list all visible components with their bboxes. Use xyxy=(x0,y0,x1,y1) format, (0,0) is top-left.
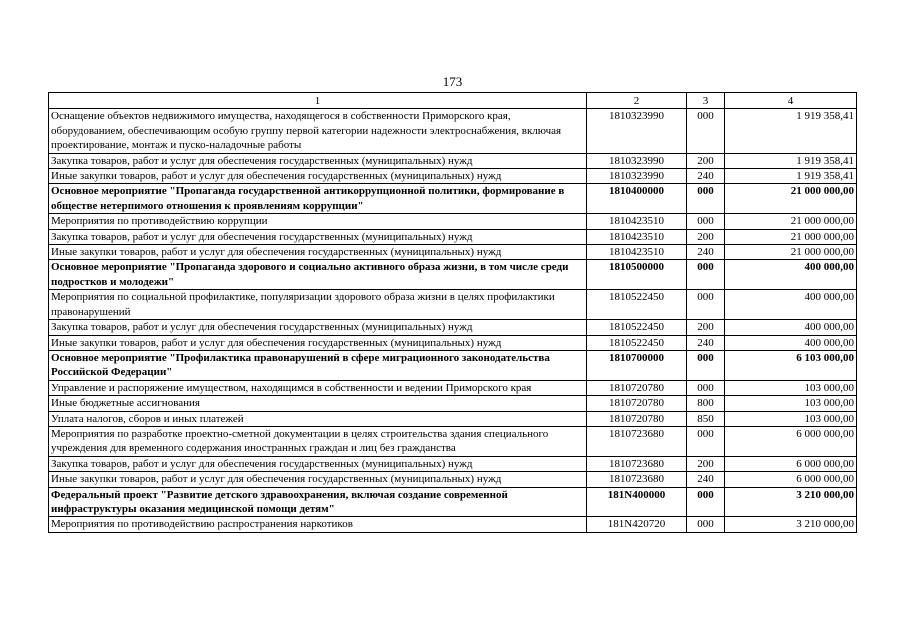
row-type-cell: 240 xyxy=(687,169,725,184)
row-type-cell: 240 xyxy=(687,245,725,260)
row-code-cell: 181N420720 xyxy=(587,517,687,532)
row-amount-cell: 6 000 000,00 xyxy=(725,472,857,487)
row-name-cell: Иные закупки товаров, работ и услуг для обеспечения государственных (муниципальных) нужд xyxy=(49,245,587,260)
row-type-cell: 200 xyxy=(687,229,725,244)
row-name-cell: Уплата налогов, сборов и иных платежей xyxy=(49,411,587,426)
row-code-cell: 1810323990 xyxy=(587,153,687,168)
row-name-cell: Основное мероприятие "Профилактика правонарушений в сфере миграционного законодательства Российской Федерации" xyxy=(49,350,587,380)
row-name-cell: Основное мероприятие "Пропаганда государственной антикоррупционной политики, формирование в обществе нетерпимого отношения к проявлениям коррупции" xyxy=(49,184,587,214)
row-amount-cell: 400 000,00 xyxy=(725,335,857,350)
row-amount-cell: 103 000,00 xyxy=(725,411,857,426)
row-code-cell: 1810500000 xyxy=(587,260,687,290)
row-code-cell: 1810723680 xyxy=(587,456,687,471)
row-name-cell: Мероприятия по разработке проектно-сметной документации в целях строительства здания специального учреждения для временного содержания иностранных граждан и лиц без гражданства xyxy=(49,426,587,456)
row-type-cell: 000 xyxy=(687,184,725,214)
column-header-amount: 4 xyxy=(725,93,857,109)
table-row xyxy=(49,214,857,229)
row-code-cell: 181N400000 xyxy=(587,487,687,517)
row-type-cell: 200 xyxy=(687,456,725,471)
table-row xyxy=(49,335,857,350)
table-row xyxy=(49,350,857,380)
table-row xyxy=(49,290,857,320)
column-header-code: 2 xyxy=(587,93,687,109)
row-name-cell: Иные закупки товаров, работ и услуг для обеспечения государственных (муниципальных) нужд xyxy=(49,169,587,184)
page-number: 173 xyxy=(442,74,463,89)
row-type-cell: 240 xyxy=(687,335,725,350)
row-name-cell: Иные бюджетные ассигнования xyxy=(49,396,587,411)
row-code-cell: 1810720780 xyxy=(587,396,687,411)
row-type-cell: 000 xyxy=(687,487,725,517)
table-row xyxy=(49,153,857,168)
row-type-cell: 000 xyxy=(687,214,725,229)
table-row xyxy=(49,169,857,184)
row-amount-cell: 103 000,00 xyxy=(725,380,857,395)
row-type-cell: 200 xyxy=(687,320,725,335)
table-row xyxy=(49,411,857,426)
row-type-cell: 850 xyxy=(687,411,725,426)
row-amount-cell: 400 000,00 xyxy=(725,320,857,335)
row-amount-cell: 3 210 000,00 xyxy=(725,517,857,532)
row-type-cell: 000 xyxy=(687,109,725,153)
row-type-cell: 000 xyxy=(687,380,725,395)
row-type-cell: 000 xyxy=(687,290,725,320)
row-name-cell: Закупка товаров, работ и услуг для обеспечения государственных (муниципальных) нужд xyxy=(49,229,587,244)
row-type-cell: 000 xyxy=(687,260,725,290)
row-type-cell: 200 xyxy=(687,153,725,168)
row-code-cell: 1810522450 xyxy=(587,290,687,320)
row-amount-cell: 21 000 000,00 xyxy=(725,245,857,260)
row-code-cell: 1810723680 xyxy=(587,472,687,487)
row-amount-cell: 1 919 358,41 xyxy=(725,169,857,184)
row-name-cell: Федеральный проект "Развитие детского здравоохранения, включая создание современной инфраструктуры оказания медицинской помощи детям" xyxy=(49,487,587,517)
row-code-cell: 1810522450 xyxy=(587,335,687,350)
row-amount-cell: 21 000 000,00 xyxy=(725,214,857,229)
table-row xyxy=(49,320,857,335)
table-row xyxy=(49,184,857,214)
table-row xyxy=(49,109,857,153)
row-code-cell: 1810423510 xyxy=(587,229,687,244)
row-amount-cell: 400 000,00 xyxy=(725,290,857,320)
row-code-cell: 1810323990 xyxy=(587,169,687,184)
row-amount-cell: 1 919 358,41 xyxy=(725,109,857,153)
row-type-cell: 000 xyxy=(687,517,725,532)
budget-table xyxy=(48,92,857,533)
row-type-cell: 240 xyxy=(687,472,725,487)
row-code-cell: 1810323990 xyxy=(587,109,687,153)
row-name-cell: Закупка товаров, работ и услуг для обеспечения государственных (муниципальных) нужд xyxy=(49,320,587,335)
table-row xyxy=(49,517,857,532)
row-amount-cell: 1 919 358,41 xyxy=(725,153,857,168)
row-code-cell: 1810400000 xyxy=(587,184,687,214)
column-header-name: 1 xyxy=(49,93,587,109)
row-name-cell: Закупка товаров, работ и услуг для обеспечения государственных (муниципальных) нужд xyxy=(49,456,587,471)
row-code-cell: 1810423510 xyxy=(587,245,687,260)
table-row xyxy=(49,380,857,395)
row-name-cell: Мероприятия по социальной профилактике, популяризации здорового образа жизни в целях профилактики правонарушений xyxy=(49,290,587,320)
row-type-cell: 000 xyxy=(687,426,725,456)
row-name-cell: Основное мероприятие "Пропаганда здорового и социально активного образа жизни, в том числе среди подростков и молодежи" xyxy=(49,260,587,290)
row-code-cell: 1810700000 xyxy=(587,350,687,380)
row-code-cell: 1810720780 xyxy=(587,380,687,395)
table-row xyxy=(49,472,857,487)
row-amount-cell: 3 210 000,00 xyxy=(725,487,857,517)
table-row xyxy=(49,426,857,456)
row-name-cell: Закупка товаров, работ и услуг для обеспечения государственных (муниципальных) нужд xyxy=(49,153,587,168)
row-name-cell: Мероприятия по противодействию коррупции xyxy=(49,214,587,229)
row-code-cell: 1810723680 xyxy=(587,426,687,456)
table-row xyxy=(49,245,857,260)
row-code-cell: 1810720780 xyxy=(587,411,687,426)
table-header-row xyxy=(49,93,857,109)
row-name-cell: Иные закупки товаров, работ и услуг для обеспечения государственных (муниципальных) нужд xyxy=(49,472,587,487)
row-amount-cell: 103 000,00 xyxy=(725,396,857,411)
row-type-cell: 000 xyxy=(687,350,725,380)
table-row xyxy=(49,487,857,517)
row-type-cell: 800 xyxy=(687,396,725,411)
table-row xyxy=(49,396,857,411)
row-code-cell: 1810423510 xyxy=(587,214,687,229)
row-name-cell: Оснащение объектов недвижимого имущества, находящегося в собственности Приморского края, оборудованием, обеспечивающим особую группу первой категории надежности электроснабжения, включая проектирование, монтаж и пуско-наладочные работы xyxy=(49,109,587,153)
row-amount-cell: 21 000 000,00 xyxy=(725,229,857,244)
row-amount-cell: 400 000,00 xyxy=(725,260,857,290)
table-row xyxy=(49,456,857,471)
row-name-cell: Мероприятия по противодействию распространения наркотиков xyxy=(49,517,587,532)
table-row xyxy=(49,260,857,290)
table-body xyxy=(49,109,857,532)
row-amount-cell: 6 103 000,00 xyxy=(725,350,857,380)
table-row xyxy=(49,229,857,244)
column-header-type: 3 xyxy=(687,93,725,109)
row-amount-cell: 21 000 000,00 xyxy=(725,184,857,214)
row-name-cell: Иные закупки товаров, работ и услуг для обеспечения государственных (муниципальных) нужд xyxy=(49,335,587,350)
row-amount-cell: 6 000 000,00 xyxy=(725,456,857,471)
row-code-cell: 1810522450 xyxy=(587,320,687,335)
row-amount-cell: 6 000 000,00 xyxy=(725,426,857,456)
row-name-cell: Управление и распоряжение имуществом, находящимся в собственности и ведении Приморского края xyxy=(49,380,587,395)
